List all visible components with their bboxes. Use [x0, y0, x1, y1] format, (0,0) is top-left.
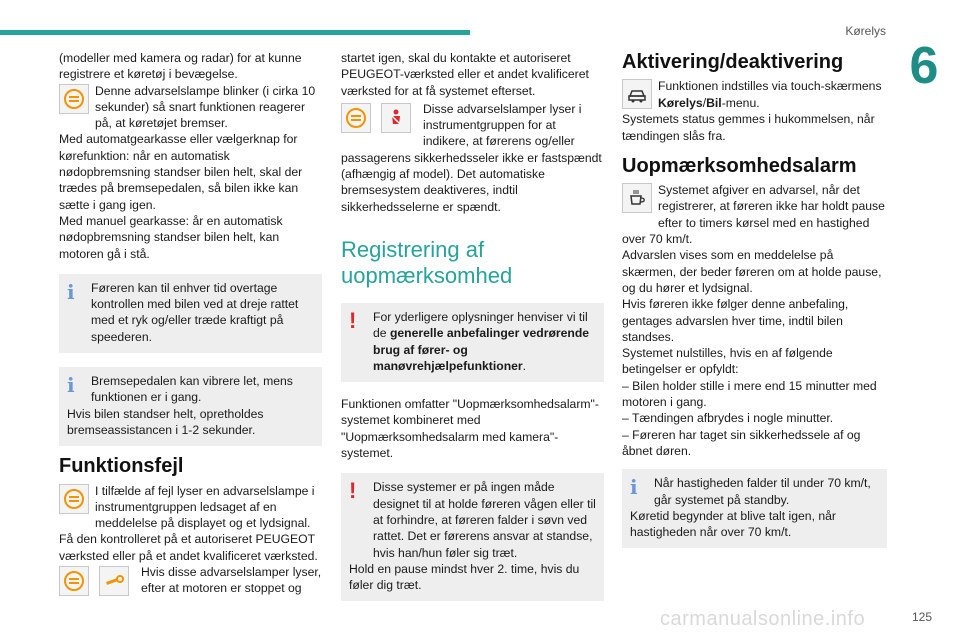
- note-text: Køretid begynder at blive talt igen, når hastigheden når over 70 km/t.: [630, 508, 836, 540]
- car-settings-icon: [622, 79, 652, 109]
- note-text: Hvis bilen standser helt, opretholdes bremseassistancen i 1-2 sekunder.: [67, 406, 264, 437]
- collision-warning-lamp-icon: [341, 103, 371, 133]
- note-text: Bremsepedalen kan vibrere let, mens funktionen er i gang.: [91, 374, 293, 405]
- paragraph: Hvis disse advarselslamper lyser, efter at motoren er stoppet og: [141, 565, 322, 596]
- header-accent-bar: [0, 30, 470, 35]
- paragraph: I tilfælde af fejl lyser en advarselslampe i instrumentgruppen ledsaget af en meddelelse på displayet og et lydsignal.: [95, 483, 315, 531]
- note-text: Når hastigheden falder til under 70 km/t, går systemet på standby.: [654, 476, 871, 507]
- paragraph: Systemet nulstilles, hvis en af følgende betingelser er opfyldt:: [622, 346, 833, 377]
- paragraph: Systemets status gemmes i hukommelsen, når tændingen slås fra.: [622, 112, 875, 143]
- info-mark-icon: i: [67, 279, 75, 304]
- paragraph: Denne advarselslampe blinker (i cirka 10 sekunder) så snart funktionen reagerer på, at køretøjet bremser.: [95, 83, 316, 131]
- note-text: For yderligere oplysninger henviser vi til de generelle anbefalinger vedrørende brug af fører- og manøvrehjælpefunktioner.: [373, 309, 590, 373]
- info-mark-icon: i: [67, 373, 75, 398]
- collision-warning-lamp-icon: [59, 566, 89, 596]
- list-item: – Tændingen afbrydes i nogle minutter.: [622, 411, 834, 426]
- warning-note: [341, 303, 604, 382]
- page-number: 125: [911, 610, 932, 624]
- list-item: – Føreren har taget sin sikkerhedssele af og åbnet døren.: [622, 427, 861, 458]
- seatbelt-lamp-icon: [381, 103, 411, 133]
- note-text: Disse systemer er på ingen måde designet til at holde føreren vågen eller til at forhindre, at føreren falder i søvn ved rattet. Det er førerens ansvar at standse, hvis han/hun føler sig træt.: [373, 480, 596, 560]
- lamp-icon-pair: [341, 102, 417, 135]
- collision-warning-lamp-icon: [59, 84, 89, 114]
- collision-warning-lamp-icon: [59, 484, 89, 514]
- info-note: [622, 469, 887, 548]
- lamp-paragraph: [59, 483, 322, 532]
- section-heading: Aktivering/deaktivering: [622, 51, 844, 73]
- column-1: [59, 50, 322, 600]
- paragraph: Funktionen indstilles via touch-skærmens Kørelys/Bil-menu.: [658, 79, 882, 110]
- paragraph: startet igen, skal du kontakte et autoriseret PEUGEOT-værksted eller et andet kvalificeret værksted for at få systemet efterset.: [341, 51, 589, 98]
- info-note: [59, 274, 322, 353]
- paragraph: (modeller med kamera og radar) for at kunne registrere et køretøj i bevægelse.: [59, 51, 302, 82]
- section-heading: Funktionsfejl: [59, 455, 184, 478]
- lamp-icon-pair: [59, 565, 135, 598]
- warning-note: [341, 473, 604, 601]
- list-item: – Bilen holder stille i mere end 15 minutter med motoren i gang.: [622, 378, 877, 410]
- warning-mark-icon: !: [349, 307, 357, 333]
- lamp-paragraph: [341, 101, 604, 215]
- chapter-number: 6: [909, 37, 939, 95]
- lamp-paragraph: [59, 564, 322, 600]
- paragraph: Få den kontrolleret på et autoriseret PEUGEOT værksted eller på et andet kvalificeret værksted.: [59, 532, 318, 563]
- column-2: [341, 50, 604, 611]
- warning-mark-icon: !: [349, 478, 357, 504]
- section-heading: Registrering af uopmærksomhed: [341, 236, 513, 288]
- section-heading: Uopmærksomhedsalarm: [622, 154, 857, 177]
- paragraph: Hvis føreren ikke følger denne anbefaling, gentages advarslen hver time, indtil bilen standses.: [622, 297, 849, 344]
- paragraph: Systemet afgiver en advarsel, når det registrerer, at føreren ikke har holdt pause efter to timers kørsel med en hastighed over 70 km/t.: [622, 183, 885, 247]
- coffee-cup-icon: [622, 183, 652, 213]
- column-3: [622, 50, 887, 558]
- note-text: Hold en pause mindst hver 2. time, hvis du føler dig træt.: [349, 561, 580, 593]
- paragraph: Med manuel gearkasse: år en automatisk nødopbremsning standser bilen helt, kan motoren gå i stå.: [59, 213, 283, 261]
- watermark: carmanualsonline.info: [660, 608, 866, 630]
- lamp-paragraph: [59, 83, 322, 132]
- paragraph: Disse advarselslamper lyser i instrumentgruppen for at indikere, at førerens og/eller passagerens sikkerhedsseler ikke er fastspændt (afhængig af model). Det automatiske bremsesystem deaktiveres, indtil sikkerhedsselerne er spændt.: [341, 101, 602, 214]
- running-title: Kørelys: [845, 24, 886, 38]
- paragraph: Funktionen omfatter "Uopmærksomhedsalarm"-systemet kombineret med "Uopmærksomhedsalarm med kamera"-systemet.: [341, 397, 599, 461]
- info-note: [59, 367, 322, 446]
- info-mark-icon: i: [630, 475, 638, 500]
- settings-paragraph: [622, 78, 887, 111]
- paragraph: Med automatgearkasse eller vælgerknap for kørefunktion: når en automatisk nødopbremsning standser bilen helt, skal der trædes på bremsepedalen, så bilen ikke kan sætte i gang igen.: [59, 132, 303, 212]
- coffee-paragraph: [622, 182, 887, 247]
- note-text: Føreren kan til enhver tid overtage kontrollen med bilen ved at dreje rattet med et ryk og/eller træde kraftigt på speederen.: [91, 280, 299, 344]
- paragraph: Advarslen vises som en meddelelse på skærmen, der beder føreren om at holde pause, og du hører et lydsignal.: [622, 248, 882, 295]
- wrench-lamp-icon: [99, 566, 129, 596]
